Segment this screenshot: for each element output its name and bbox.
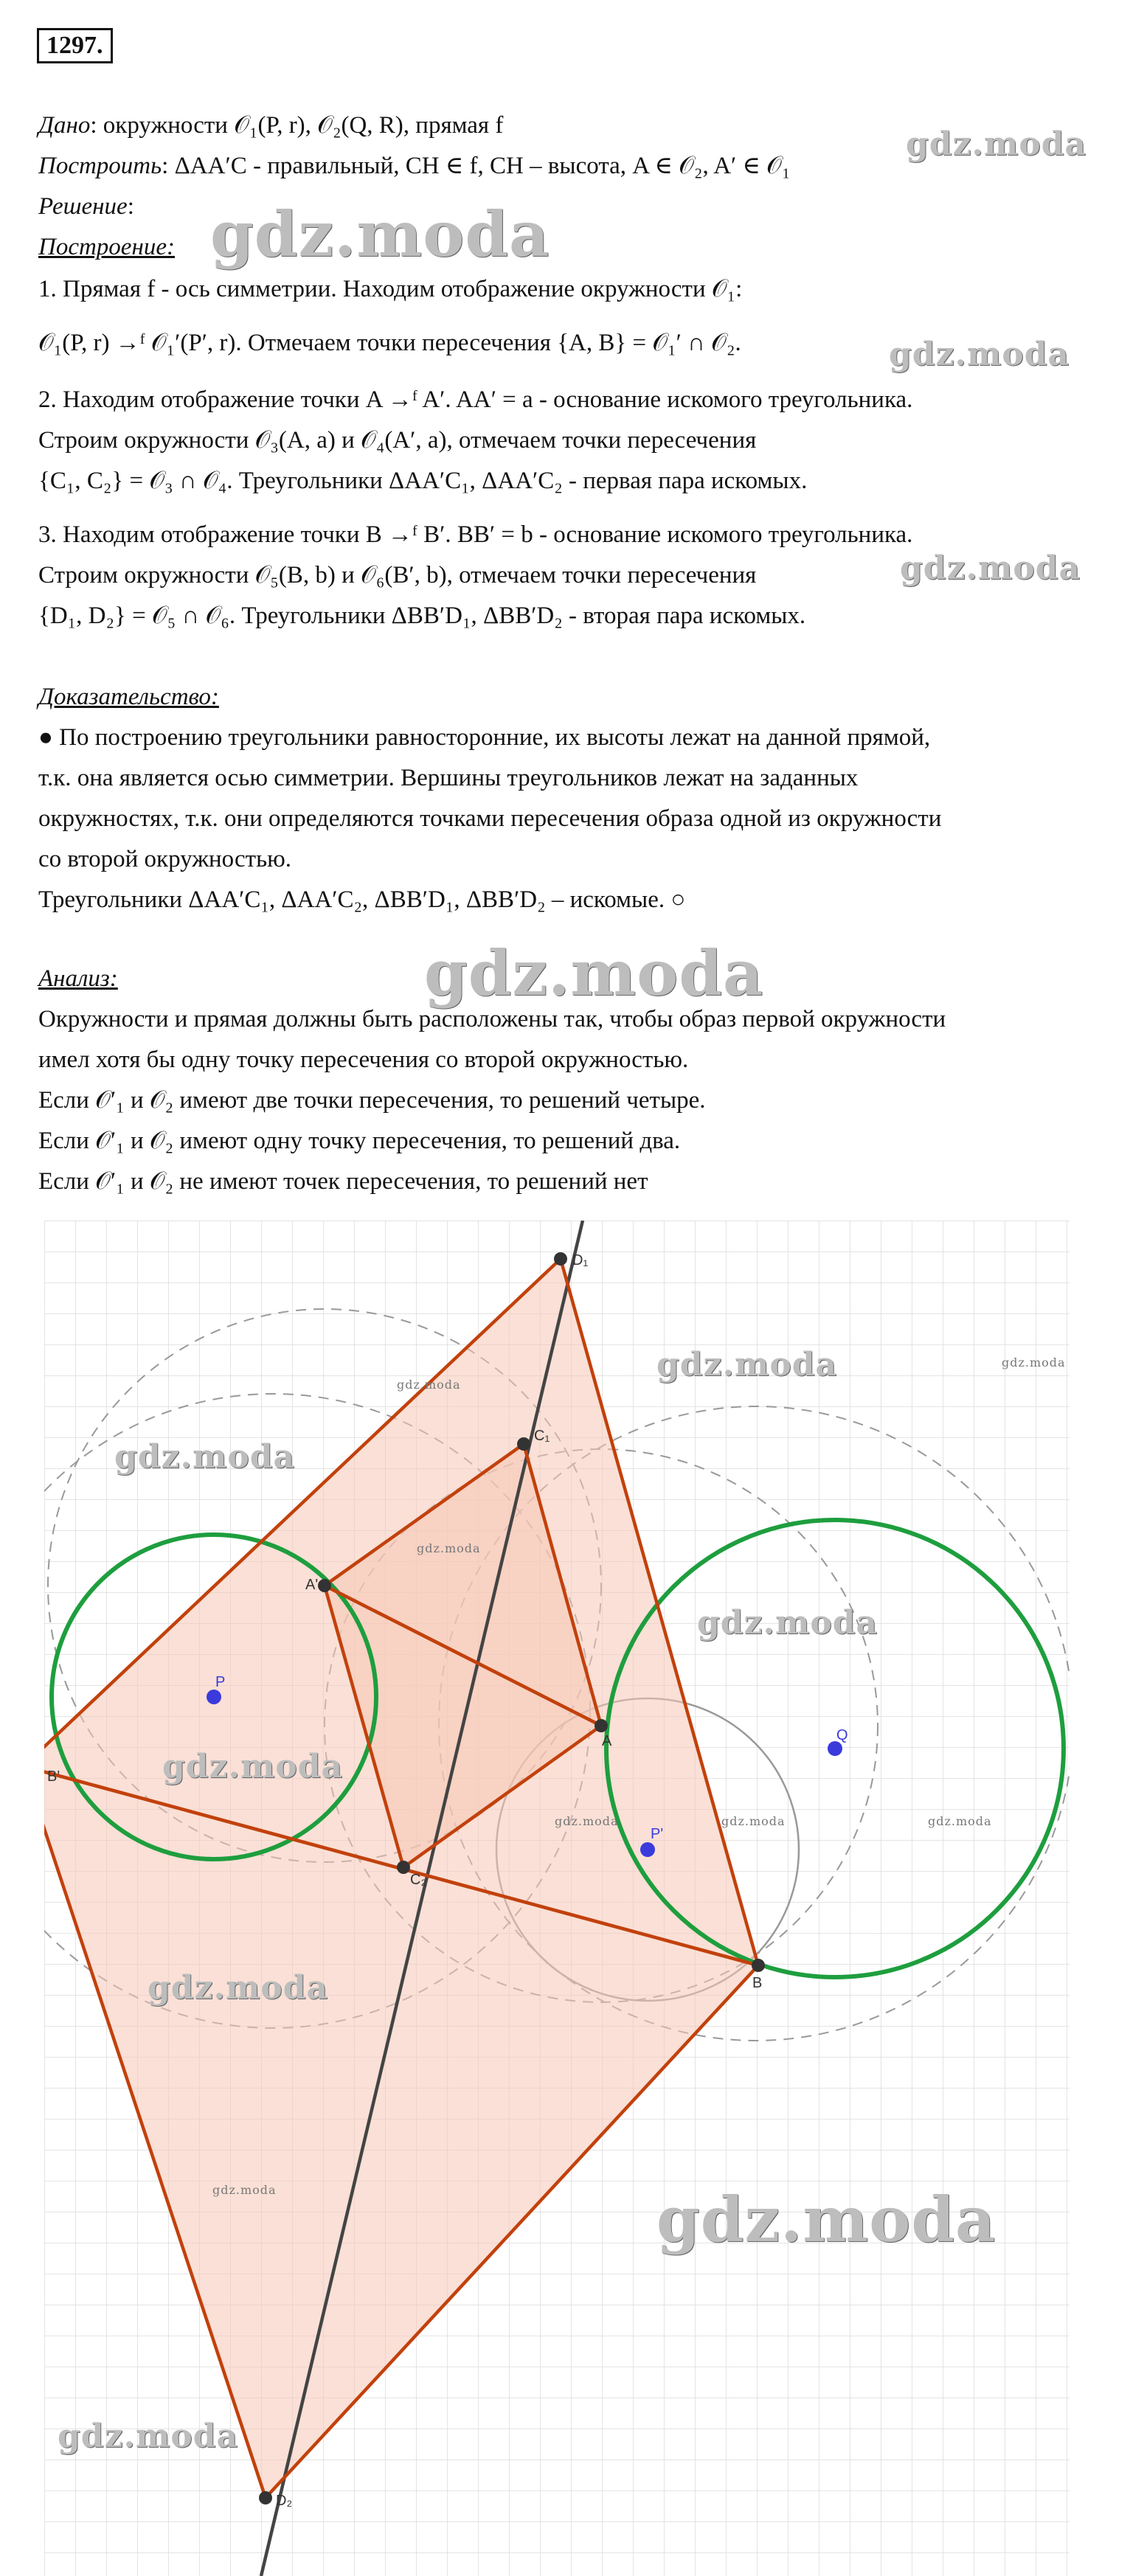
proof-line-1: ● По построению треугольники равносторонние, их высоты лежат на данной прямой,	[38, 724, 931, 751]
point-a-prime	[318, 1579, 331, 1592]
solution-line	[38, 192, 134, 221]
analysis-line-4: Если 𝒪′₁ и 𝒪₂ имеют одну точку пересечения, то решений два.	[38, 1128, 681, 1154]
label-b: B	[752, 1975, 763, 1991]
watermark: gdz.moda	[148, 1969, 329, 2007]
label-b-left: B'	[47, 1768, 60, 1785]
watermark: gdz.moda	[162, 1748, 344, 1785]
point-q	[828, 1741, 842, 1756]
step1-line-b: 𝒪₁(P, r) →ᶠ 𝒪₁′(P′, r). Отмечаем точки пересечения {A, B} = 𝒪₁′ ∩ 𝒪₂.	[38, 330, 741, 356]
label-d1: D₁	[572, 1252, 589, 1268]
step3-line-a: 3. Находим отображение точки B →ᶠ B′. BB′ = b - основание искомого треугольника.	[38, 521, 913, 548]
watermark: gdz.moda	[928, 1814, 992, 1828]
label-a: A	[602, 1733, 612, 1749]
watermark: gdz.moda	[906, 125, 1087, 163]
watermark: gdz.moda	[1002, 1355, 1066, 1369]
watermark: gdz.moda	[417, 1541, 481, 1555]
proof-line-2: т.к. она является осью симметрии. Вершины треугольников лежат на заданных	[38, 765, 859, 791]
analysis-line-1: Окружности и прямая должны быть расположены так, чтобы образ первой окружности	[38, 1006, 946, 1032]
proof-heading	[38, 682, 219, 712]
build-label: Построить	[38, 153, 162, 179]
solution-colon: :	[127, 193, 134, 220]
point-p-prime	[640, 1842, 655, 1857]
watermark: gdz.moda	[656, 2183, 996, 2256]
given-label: Дано	[38, 112, 91, 139]
watermark: gdz.moda	[721, 1814, 786, 1828]
watermark: gdz.moda	[212, 2183, 277, 2197]
analysis-line-5: Если 𝒪′₁ и 𝒪₂ не имеют точек пересечения, то решений нет	[38, 1168, 648, 1195]
analysis-label: Анализ:	[38, 965, 118, 992]
point-c2	[397, 1861, 410, 1874]
given-text: : окружности 𝒪₁(P, r), 𝒪₂(Q, R), прямая f	[90, 112, 504, 139]
watermark: gdz.moda	[210, 198, 550, 271]
watermark: gdz.moda	[424, 937, 764, 1010]
label-p: P	[215, 1674, 226, 1690]
watermark: gdz.moda	[656, 1346, 838, 1384]
watermark: gdz.moda	[889, 336, 1070, 373]
step2-line-a: 2. Находим отображение точки A →ᶠ A′. AA′ = a - основание искомого треугольника.	[38, 386, 913, 413]
point-a	[595, 1719, 608, 1732]
step3-line-c: {D₁, D₂} = 𝒪₅ ∩ 𝒪₆. Треугольники ΔBB′D₁, ΔBB′D₂ - вторая пара искомых.	[38, 603, 806, 629]
label-p-prime: P'	[651, 1826, 664, 1842]
problem-number: 1297.	[37, 28, 113, 63]
watermark: gdz.moda	[397, 1378, 461, 1392]
solution-label: Решение	[38, 193, 128, 220]
step3-line-b: Строим окружности 𝒪₅(B, b) и 𝒪₆(B′, b), отмечаем точки пересечения	[38, 562, 757, 589]
point-b	[752, 1959, 765, 1972]
build-text: : ΔAA′C - правильный, CH ∈ f, CH – высота, A ∈ 𝒪₂, A′ ∈ 𝒪₁	[162, 153, 791, 179]
point-d2	[259, 2491, 272, 2504]
step2-line-c: {C₁, C₂} = 𝒪₃ ∩ 𝒪₄. Треугольники ΔAA′C₁, ΔAA′C₂ - первая пара искомых.	[38, 468, 808, 494]
analysis-line-3: Если 𝒪′₁ и 𝒪₂ имеют две точки пересечения, то решений четыре.	[38, 1087, 706, 1114]
watermark: gdz.moda	[555, 1814, 619, 1828]
watermark: gdz.moda	[697, 1604, 878, 1642]
step2-line-b: Строим окружности 𝒪₃(A, a) и 𝒪₄(A′, a), отмечаем точки пересечения	[38, 427, 757, 454]
watermark: gdz.moda	[58, 2417, 239, 2455]
given-line	[38, 111, 503, 140]
label-c2: C₂	[410, 1872, 427, 1888]
point-d1	[554, 1252, 567, 1266]
watermark: gdz.moda	[900, 549, 1081, 587]
build-line	[38, 151, 790, 181]
label-q: Q	[836, 1727, 848, 1743]
point-c1	[517, 1437, 530, 1451]
analysis-heading	[38, 964, 118, 993]
proof-line-4: со второй окружностью.	[38, 846, 292, 872]
proof-line-3: окружностях, т.к. они определяются точками пересечения образа одной из окружности	[38, 805, 942, 832]
proof-line-5: Треугольники ΔAA′C₁, ΔAA′C₂, ΔBB′D₁, ΔBB′D₂ – искомые. ○	[38, 886, 686, 913]
point-p	[207, 1690, 221, 1704]
construction-heading	[38, 232, 175, 262]
analysis-line-2: имел хотя бы одну точку пересечения со второй окружностью.	[38, 1046, 689, 1073]
construction-diagram	[44, 1221, 1070, 2576]
watermark: gdz.moda	[114, 1438, 296, 1476]
label-d2: D₂	[276, 2493, 293, 2509]
proof-label: Доказательство:	[38, 684, 219, 710]
step1-line-a: 1. Прямая f - ось симметрии. Находим отображение окружности 𝒪₁:	[38, 276, 743, 302]
label-c1: C₁	[534, 1428, 550, 1444]
label-a-prime: A'	[305, 1577, 319, 1593]
construction-label: Построение:	[38, 234, 175, 260]
